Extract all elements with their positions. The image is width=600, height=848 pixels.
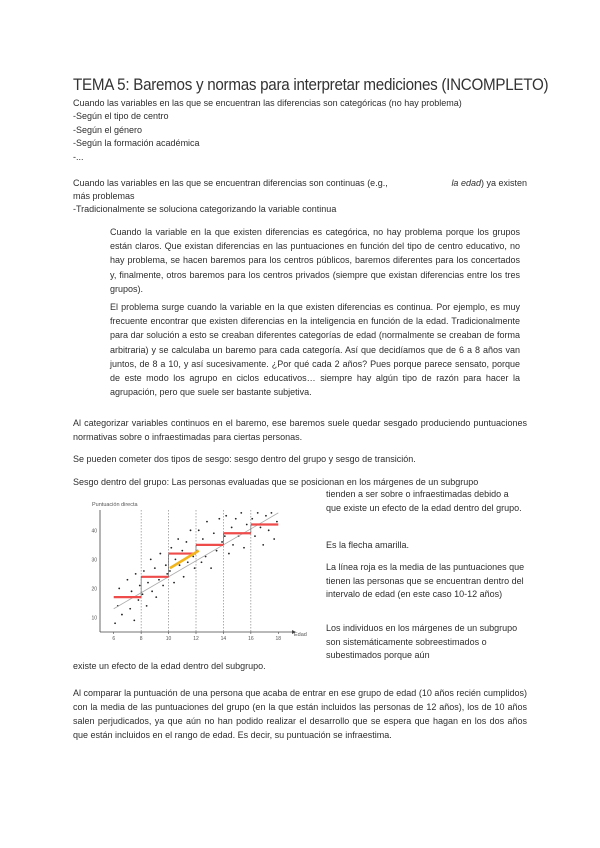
intro-line: Cuando las variables en las que se encuentran las diferencias son categóricas (no hay problema): [73, 98, 462, 108]
data-point: [187, 561, 189, 563]
data-point: [181, 550, 183, 552]
data-point: [273, 538, 275, 540]
data-point: [150, 558, 152, 560]
data-point: [179, 564, 181, 566]
continuous-text-em: la edad: [451, 178, 481, 188]
data-point: [159, 553, 161, 555]
data-point: [228, 553, 230, 555]
data-point: [154, 567, 156, 569]
data-point: [224, 535, 226, 537]
y-tick-label: 30: [91, 557, 97, 564]
x-tick-label: 18: [275, 636, 282, 642]
indented-paragraph-2: [110, 300, 520, 399]
data-point: [158, 579, 160, 581]
data-point: [177, 538, 179, 540]
data-point: [138, 599, 140, 601]
data-point: [271, 512, 273, 514]
bias-types-paragraph: Se pueden cometer dos tipos de sesgo: sesgo dentro del grupo y sesgo de transición.: [73, 454, 416, 464]
continuous-line-2: más problemas: [73, 191, 135, 201]
indented-text-1: Cuando la variable en la que existen diferencias es categórica, no hay problema porque los grupos están claros. Que existan diferencias en las puntuaciones en función del tipo de centro educativo, no hay problema, se hacen baremos para los centros públicos, baremos diferentes para los concertados y, finalmente, otros baremos para los centros privados (siempre que existan diferencias entre los tres grupos).: [110, 227, 520, 294]
data-point: [142, 593, 144, 595]
data-point: [198, 529, 200, 531]
data-point: [232, 544, 234, 546]
data-point: [131, 590, 133, 592]
within-group-right-text: tienden a ser sobre o infraestimadas debido a que existe un efecto de la edad dentro del grupo.: [326, 489, 522, 513]
continuous-list-item: -Tradicionalmente se soluciona categorizando la variable continua: [73, 204, 337, 214]
data-point: [147, 582, 149, 584]
data-point: [186, 541, 188, 543]
data-point: [194, 567, 196, 569]
list-item: -Según el género: [73, 125, 143, 135]
x-tick-label: 8: [139, 636, 143, 642]
list-item: -Según la formación académica: [73, 138, 200, 148]
x-tick-label: 12: [193, 636, 199, 642]
data-point: [118, 588, 120, 590]
data-point: [221, 541, 223, 543]
final-paragraph: Al comparar la puntuación de una persona que acaba de entrar en ese grupo de edad (10 años recién cumplidos) con la media de las puntuaciones del grupo (en la que están incluidos las personas de 12 años), los de 10 años salen perjudicados, ya que aún no han podido realizar el desarrollo que se espera que hagan en los dos años que están incluidos en el rango de edad. Es decir, su puntuación se infraestima.: [73, 688, 527, 740]
data-point: [170, 547, 172, 549]
data-point: [265, 515, 267, 517]
data-point: [133, 619, 135, 621]
data-point: [139, 585, 141, 587]
data-point: [146, 605, 148, 607]
data-point: [251, 518, 253, 520]
data-point: [183, 576, 185, 578]
data-point: [175, 558, 177, 560]
data-point: [225, 515, 227, 517]
data-point: [218, 518, 220, 520]
y-tick-label: 40: [91, 528, 97, 535]
data-point: [165, 564, 167, 566]
data-point: [201, 561, 203, 563]
data-point: [260, 527, 262, 529]
continuous-line: [73, 177, 527, 190]
data-point: [254, 535, 256, 537]
arrow-note: Es la flecha amarilla.: [326, 540, 410, 550]
age-score-chart: [86, 498, 310, 646]
y-tick-label: 10: [91, 615, 97, 622]
data-point: [169, 570, 171, 572]
y-tick-label: 20: [91, 586, 97, 593]
data-point: [262, 544, 264, 546]
data-point: [166, 573, 168, 575]
margins-note: Los individuos en los márgenes de un subgrupo son sistemáticamente sobreestimados o subestimados porque aún: [326, 623, 518, 660]
chart-x-label: Edad: [294, 632, 307, 638]
within-group-line: Sesgo dentro del grupo: Las personas evaluadas que se posicionan en los márgenes de un subgrupo: [73, 477, 479, 487]
x-tick-label: 16: [248, 636, 254, 642]
list-item: -Según el tipo de centro: [73, 111, 169, 121]
data-point: [240, 512, 242, 514]
data-point: [155, 596, 157, 598]
data-point: [202, 538, 204, 540]
data-point: [129, 608, 131, 610]
data-point: [121, 614, 123, 616]
x-tick-label: 6: [112, 636, 116, 642]
margins-note-tail: existe un efecto de la edad dentro del subgrupo.: [73, 661, 266, 671]
data-point: [206, 521, 208, 523]
data-point: [173, 582, 175, 584]
data-point: [276, 521, 278, 523]
data-point: [143, 570, 145, 572]
bias-paragraph: Al categorizar variables continuos en el baremo, ese baremos suele quedar sesgado produciendo puntuaciones normativas sobre o infraestimadas para ciertas personas.: [73, 418, 527, 442]
red-line-note: La línea roja es la media de las puntuaciones que tienen las personas que se encuentran dentro del intervalo de edad (en este caso 10-12 años): [326, 562, 525, 599]
data-point: [190, 529, 192, 531]
x-tick-label: 10: [165, 636, 172, 642]
data-point: [162, 585, 164, 587]
data-point: [243, 547, 245, 549]
continuous-text-a: Cuando las variables en las que se encuentran diferencias son continuas (e.g.,: [73, 178, 388, 188]
data-point: [216, 550, 218, 552]
data-point: [231, 527, 233, 529]
page-title: TEMA 5: Baremos y normas para interpretar mediciones (INCOMPLETO): [73, 76, 549, 94]
chart-y-label: Puntuación directa: [92, 502, 138, 508]
indented-text-2: El problema surge cuando la variable en la que existen diferencias es continua. Por ejemplo, es muy frecuente encontrar que existen diferencias en la inteligencia en función de la edad. Tradicionalmente para dar solución a esto se creaban diferentes categorías de edad (normalmente se creaban de forma arbitraria) y se calculaba un baremo para cada categoría. Así que decidíamos que de 6 a 8 años van juntos, de 8 a 10, y así sucesivamente. ¿Por qué cada 2 años? Pues porque parece sensato, porque de este modo los agrupo en ciclos educativos… siempre hay algún tipo de razón para hacer la agrupación, pero que suele ser bastante subjetiva.: [110, 302, 520, 398]
data-point: [235, 518, 237, 520]
list-item: -...: [73, 152, 84, 162]
data-point: [257, 512, 259, 514]
x-tick-label: 14: [220, 636, 227, 642]
continuous-text-b: ) ya existen: [480, 178, 527, 188]
indented-paragraph-1: [110, 225, 520, 296]
data-point: [246, 524, 248, 526]
data-point: [268, 529, 270, 531]
data-point: [210, 567, 212, 569]
data-point: [151, 590, 153, 592]
data-point: [135, 573, 137, 575]
data-point: [213, 532, 215, 534]
data-point: [114, 622, 116, 624]
data-point: [127, 579, 129, 581]
